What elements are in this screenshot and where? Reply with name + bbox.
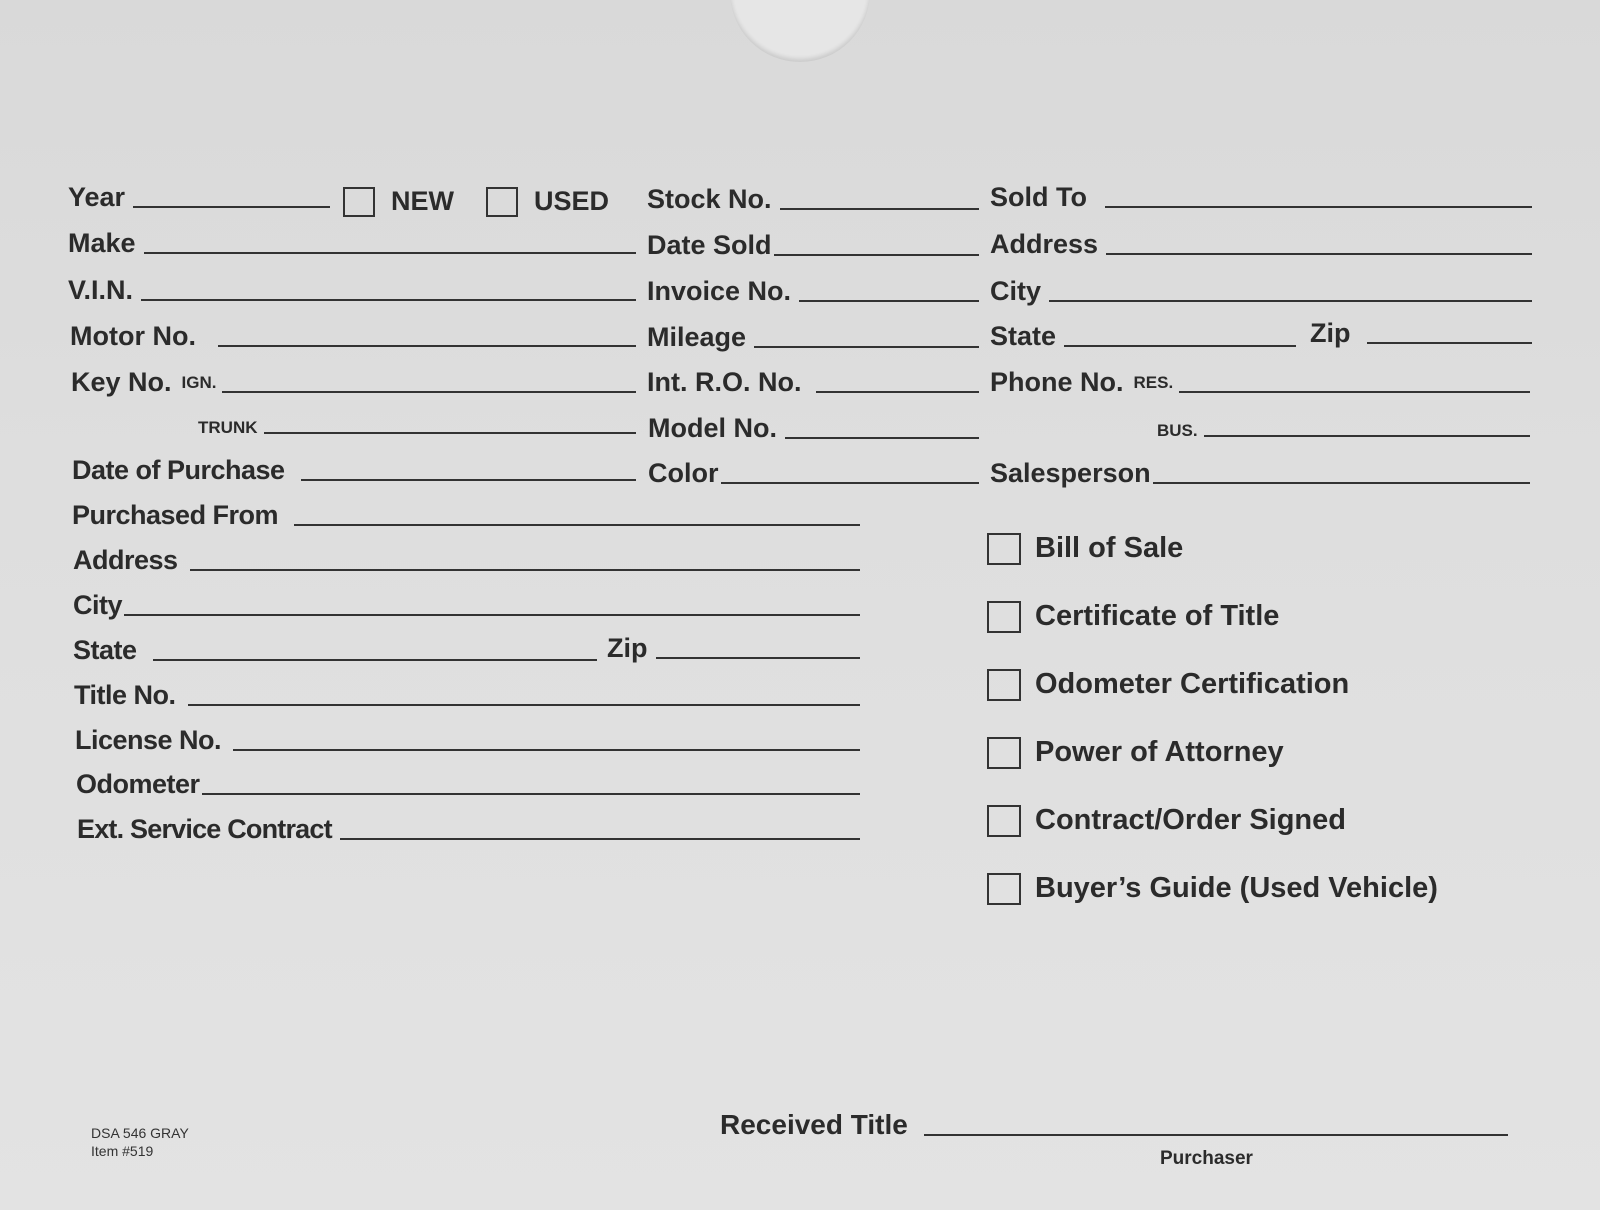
checkbox[interactable] [987,737,1021,769]
checkbox[interactable] [987,669,1021,701]
seller-address-label: Address [73,545,178,575]
title-no-label: Title No. [74,680,176,710]
int-ro-no-label: Int. R.O. No. [647,367,802,397]
purchased-from-field [72,500,860,530]
model-no-field [648,413,979,443]
seller-city-label: City [73,590,123,620]
year-line[interactable] [133,206,330,208]
checklist-power-of-attorney[interactable] [987,736,1284,769]
form-code [91,1124,189,1160]
motor-no-line[interactable] [218,345,636,347]
seller-city-line[interactable] [124,614,860,616]
ext-service-contract-field [77,814,860,844]
checkbox[interactable] [987,533,1021,565]
received-title-field [720,1110,1508,1140]
buyer-city-label: City [990,276,1042,306]
sold-to-field [990,182,1532,212]
date-sold-label: Date Sold [647,230,772,260]
phone-bus-field [1157,421,1530,441]
new-label: NEW [391,186,454,216]
phone-res-line[interactable] [1179,391,1530,393]
stock-no-label: Stock No. [647,184,772,214]
vin-field [68,275,636,305]
checkbox[interactable] [987,601,1021,633]
phone-res-field [990,367,1530,397]
buyer-address-line[interactable] [1106,253,1532,255]
ign-line[interactable] [222,391,636,393]
motor-no-label: Motor No. [70,321,196,351]
invoice-no-field [647,276,979,306]
seller-zip-field [607,633,860,663]
checklist-label: Certificate of Title [1035,600,1280,632]
make-field [68,228,636,258]
odometer-field [76,769,860,799]
invoice-no-line[interactable] [799,300,979,302]
ign-label: IGN. [181,373,217,392]
vin-label: V.I.N. [68,275,134,305]
color-line[interactable] [721,482,980,484]
used-checkbox[interactable] [486,187,518,217]
date-of-purchase-line[interactable] [301,479,636,481]
salesperson-line[interactable] [1153,482,1530,484]
model-no-line[interactable] [785,437,979,439]
purchaser-signature-line[interactable] [924,1134,1508,1136]
purchaser-caption: Purchaser [1160,1148,1253,1169]
color-field [648,458,979,488]
key-no-label: Key No. [71,367,172,397]
license-no-label: License No. [75,725,222,755]
license-no-field [75,725,860,755]
year-field [68,182,330,212]
buyer-zip-label: Zip [1310,318,1351,348]
trunk-field [198,418,636,438]
buyer-zip-line[interactable] [1367,342,1533,344]
new-checkbox[interactable] [343,187,375,217]
int-ro-no-field [647,367,979,397]
trunk-line[interactable] [264,432,637,434]
sold-to-line[interactable] [1105,206,1532,208]
received-title-label: Received Title [720,1109,908,1140]
checklist-bill-of-sale[interactable] [987,532,1183,565]
buyer-state-field [990,321,1296,351]
seller-state-label: State [73,635,137,665]
phone-bus-line[interactable] [1204,435,1530,437]
buyer-address-field [990,229,1532,259]
checkbox[interactable] [987,873,1021,905]
invoice-no-label: Invoice No. [647,276,792,306]
seller-zip-line[interactable] [656,657,861,659]
salesperson-field [990,458,1530,488]
checklist-label: Bill of Sale [1035,532,1184,564]
ext-service-contract-label: Ext. Service Contract [77,814,332,844]
checklist-label: Buyer’s Guide (Used Vehicle) [1035,872,1438,904]
buyer-zip-field [1310,318,1532,348]
salesperson-label: Salesperson [990,458,1151,488]
make-line[interactable] [144,252,636,254]
trunk-label: TRUNK [198,418,258,437]
odometer-line[interactable] [202,793,860,795]
ext-service-contract-line[interactable] [340,838,860,840]
seller-address-line[interactable] [190,569,860,571]
item-number: Item #519 [91,1143,154,1159]
seller-zip-label: Zip [607,633,648,663]
buyer-address-label: Address [990,229,1099,259]
seller-address-field [73,545,860,575]
seller-state-line[interactable] [153,659,597,661]
make-label: Make [68,228,136,258]
purchased-from-label: Purchased From [72,500,279,530]
buyer-state-line[interactable] [1064,345,1296,347]
int-ro-no-line[interactable] [816,391,980,393]
checklist-label: Odometer Certification [1035,668,1350,700]
used-label: USED [534,186,610,216]
license-no-line[interactable] [233,749,860,751]
seller-city-field [73,590,860,620]
odometer-label: Odometer [76,769,200,799]
envelope-notch [730,0,870,62]
mileage-label: Mileage [647,322,747,352]
stock-no-line[interactable] [780,208,979,210]
form-code-text: DSA 546 GRAY [91,1125,189,1141]
vin-line[interactable] [141,299,636,301]
year-label: Year [68,182,126,212]
date-of-purchase-label: Date of Purchase [72,455,285,485]
checklist-odometer-certification[interactable] [987,668,1349,701]
checklist-certificate-of-title[interactable] [987,600,1279,633]
color-label: Color [648,458,719,488]
checklist-label: Contract/Order Signed [1035,804,1346,836]
title-no-field [74,680,860,710]
res-label: RES. [1133,373,1174,392]
phone-no-label: Phone No. [990,367,1124,397]
seller-state-field [73,635,597,665]
date-of-purchase-field [72,455,636,485]
checklist-contract-order-signed[interactable] [987,804,1346,837]
checklist-buyers-guide[interactable] [987,872,1438,905]
mileage-line[interactable] [754,346,979,348]
date-sold-line[interactable] [774,254,979,256]
title-no-line[interactable] [188,704,860,706]
sold-to-label: Sold To [990,182,1087,212]
motor-no-field [70,321,636,351]
model-no-label: Model No. [648,413,777,443]
bus-label: BUS. [1157,421,1198,440]
buyer-state-label: State [990,321,1057,351]
date-sold-field [647,230,979,260]
purchased-from-line[interactable] [294,524,860,526]
stock-no-field [647,184,979,214]
buyer-city-field [990,276,1532,306]
checkbox[interactable] [987,805,1021,837]
buyer-city-line[interactable] [1049,300,1532,302]
checklist-label: Power of Attorney [1035,736,1284,768]
key-no-field [71,367,636,397]
mileage-field [647,322,979,352]
